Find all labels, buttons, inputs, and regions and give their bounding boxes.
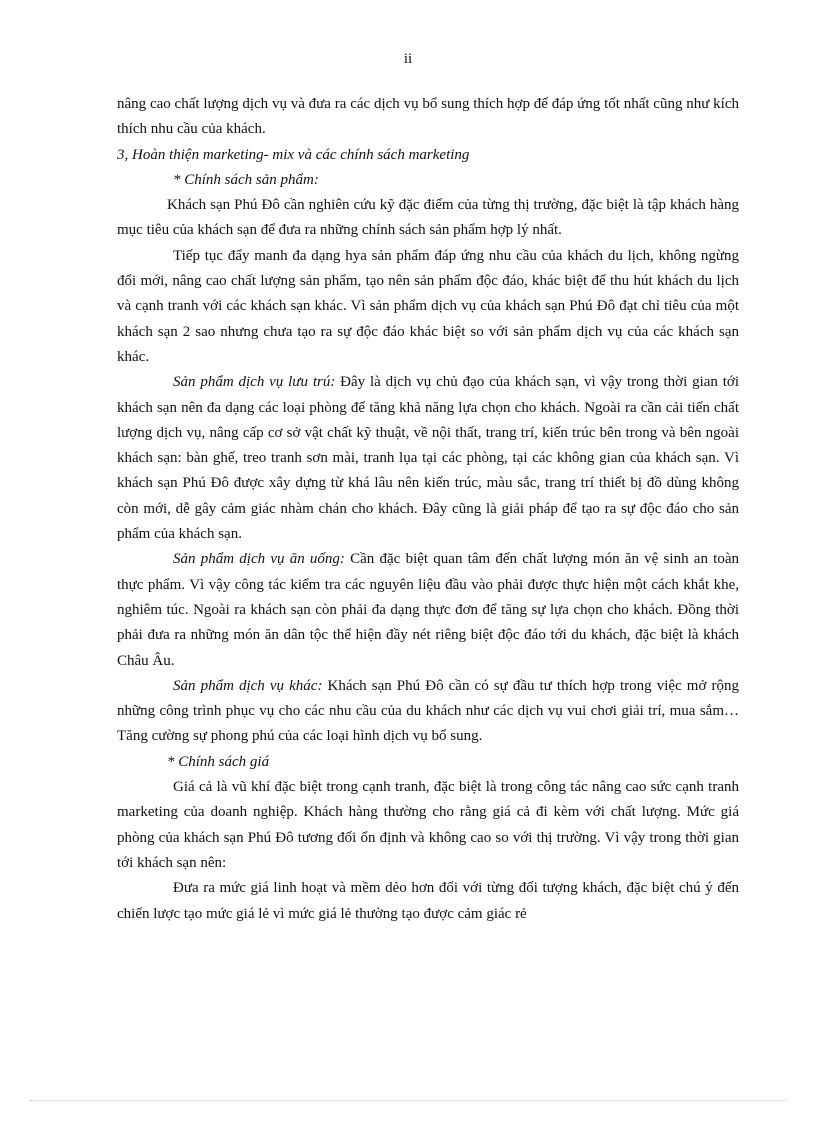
food-beverage-label: Sản phẩm dịch vụ ăn uống: (173, 551, 345, 568)
subheading-price-policy: * Chính sách giá (167, 753, 270, 770)
paragraph-continuation: nâng cao chất lượng dịch vụ và đưa ra các dịch vụ bổ sung thích hợp để đáp ứng tốt nhất cũng như kích thích nhu cầu của khách. (117, 96, 739, 138)
paragraph-product-diversification: Tiếp tục đẩy manh đa dạng hya sản phẩm đáp ứng nhu cầu của khách du lịch, không ngừng đổi mới, nâng cao chất lượng sản phẩm, tạo nên sản phẩm độc đáo, khác biệt để thu hút khách du lịch và cạnh tranh với các khách sạn khác. Vì sản phẩm dịch vụ của khách sạn Phú Đô đạt chỉ tiêu của một khách sạn 2 sao nhưng chưa tạo ra sự độc đáo khác biệt so với sản phẩm dịch vụ của các khách sạn khác. (117, 247, 739, 365)
other-services-text: Khách sạn Phú Đô cần có sự đầu tư thích hợp trong việc mở rộng những công trình phục vụ cho các nhu cầu của du khách như các dịch vụ vui chơi giải trí, mua sắm… Tăng cường sự phong phú của các loại hình dịch vụ bổ sung. (117, 677, 739, 745)
other-services-label: Sản phẩm dịch vụ khác: (173, 677, 323, 694)
page-number: ii (403, 51, 413, 67)
paragraph-flexible-pricing: Đưa ra mức giá linh hoạt và mềm dẻo hơn đối với từng đối tượng khách, đặc biệt chú ý đến chiến lược tạo mức giá lẻ vì mức giá lẻ thường tạo được cảm giác rẻ (117, 880, 739, 922)
section-heading: 3, Hoàn thiện marketing- mix và các chính sách marketing (117, 146, 470, 163)
subheading-product-policy: * Chính sách sản phẩm: (173, 171, 319, 188)
document-body (117, 92, 739, 927)
page-bottom-divider (30, 1100, 786, 1101)
paragraph-price-competition: Giá cả là vũ khí đặc biệt trong cạnh tranh, đặc biệt là trong công tác nâng cao sức cạnh tranh marketing của doanh nghiệp. Khách hàng thường cho rằng giá cả đi kèm với chất lượng. Mức giá phòng của khách sạn Phú Đô tương đối ổn định và không cao so với thị trường. Vì vậy trong thời gian tới khách sạn nên: (117, 779, 739, 871)
paragraph-food-beverage (117, 547, 739, 673)
accommodation-label: Sản phẩm dịch vụ lưu trú: (173, 374, 336, 391)
food-beverage-text: Cần đặc biệt quan tâm đến chất lượng món ăn vệ sinh an toàn thực phẩm. Vì vậy công tác kiểm tra các nguyên liệu đầu vào phải được thực hiện một cách khắt khe, nghiêm túc. Ngoài ra khách sạn còn phải đa dạng thực đơn để tăng sự lựa chọn cho khách. Đồng thời phải đưa ra những món ăn dân tộc thể hiện đầy nét riêng biệt độc đáo tới du khách, đặc biệt là khách Châu Âu. (117, 551, 739, 669)
paragraph-other-services (117, 674, 739, 750)
accommodation-text: Đây là dịch vụ chủ đạo của khách sạn, vì vậy trong thời gian tới khách sạn nên đa dạng các loại phòng để tăng khả năng lựa chọn cho khách. Ngoài ra cần cải tiến chất lượng dịch vụ, nâng cấp cơ sở vật chất kỹ thuật, về nội thất, trang trí, kiến trúc bên trong và bên ngoài khách sạn: bàn ghế, treo tranh sơn mài, tranh lụa tại các phòng, tại các không gian của khách sạn. Vì khách sạn Phú Đô được xây dựng từ khá lâu nên kiến trúc, màu sắc, trang trí thiết bị đồ dùng không còn mới, dễ gây cảm giác nhàm chán cho khách. Đây cũng là giải pháp để tạo ra sự độc đáo cho sản phẩm của khách sạn. (117, 374, 739, 543)
paragraph-product-research: Khách sạn Phú Đô cần nghiên cứu kỹ đặc điểm của từng thị trường, đặc biệt là tập khách hàng mục tiêu của khách sạn để đưa ra những chính sách sản phẩm hợp lý nhất. (117, 197, 739, 239)
paragraph-accommodation (117, 370, 739, 547)
